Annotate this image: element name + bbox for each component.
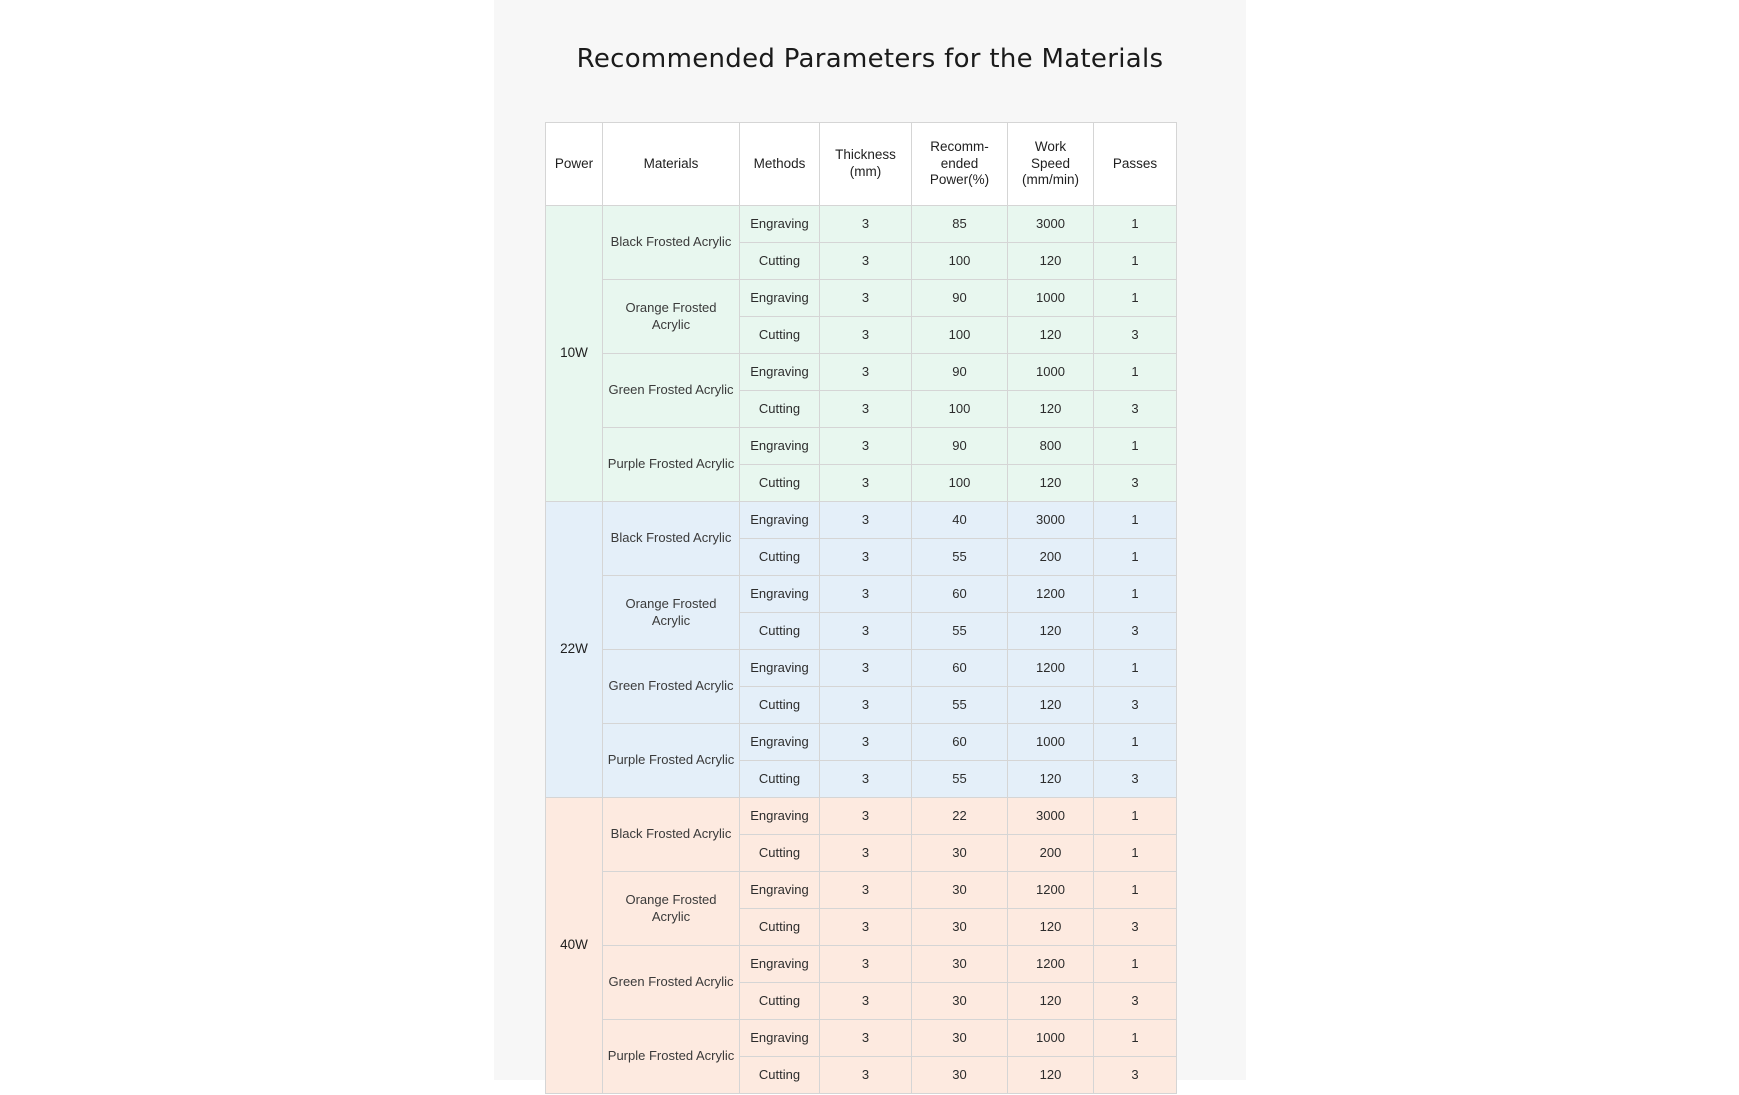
header-text-speed-line3: (mm/min) bbox=[1022, 172, 1079, 188]
header-text-recpower-line2: ended bbox=[940, 155, 979, 171]
method-cell: Cutting bbox=[740, 391, 820, 428]
work-speed-cell: 3000 bbox=[1008, 798, 1094, 835]
table-row bbox=[546, 576, 1177, 613]
method-cell: Engraving bbox=[740, 724, 820, 761]
recommended-power-cell: 90 bbox=[912, 428, 1008, 465]
column-header-recommended-power bbox=[912, 123, 1008, 206]
work-speed-cell: 800 bbox=[1008, 428, 1094, 465]
work-speed-cell: 120 bbox=[1008, 465, 1094, 502]
work-speed-cell: 1200 bbox=[1008, 946, 1094, 983]
thickness-cell: 3 bbox=[820, 539, 912, 576]
thickness-cell: 3 bbox=[820, 502, 912, 539]
passes-cell: 1 bbox=[1094, 428, 1177, 465]
table-row bbox=[546, 502, 1177, 539]
thickness-cell: 3 bbox=[820, 428, 912, 465]
header-text-thickness-line1: Thickness bbox=[835, 147, 896, 163]
work-speed-cell: 120 bbox=[1008, 687, 1094, 724]
work-speed-cell: 120 bbox=[1008, 983, 1094, 1020]
thickness-cell: 3 bbox=[820, 576, 912, 613]
parameters-table bbox=[545, 122, 1177, 1094]
passes-cell: 1 bbox=[1094, 280, 1177, 317]
material-cell: Black Frosted Acrylic bbox=[603, 206, 740, 280]
passes-cell: 3 bbox=[1094, 761, 1177, 798]
header-text-recpower-line3: Power(%) bbox=[929, 172, 990, 188]
recommended-power-cell: 60 bbox=[912, 576, 1008, 613]
work-speed-cell: 200 bbox=[1008, 835, 1094, 872]
table-header-row bbox=[546, 123, 1177, 206]
recommended-power-cell: 30 bbox=[912, 983, 1008, 1020]
passes-cell: 1 bbox=[1094, 243, 1177, 280]
table-row bbox=[546, 946, 1177, 983]
method-cell: Engraving bbox=[740, 650, 820, 687]
thickness-cell: 3 bbox=[820, 650, 912, 687]
work-speed-cell: 1000 bbox=[1008, 354, 1094, 391]
method-cell: Cutting bbox=[740, 465, 820, 502]
work-speed-cell: 120 bbox=[1008, 391, 1094, 428]
thickness-cell: 3 bbox=[820, 872, 912, 909]
passes-cell: 1 bbox=[1094, 946, 1177, 983]
power-group-cell: 22W bbox=[546, 502, 603, 798]
table-row bbox=[546, 724, 1177, 761]
page-title: Recommended Parameters for the Materials bbox=[576, 44, 1164, 74]
method-cell: Engraving bbox=[740, 1020, 820, 1057]
recommended-power-cell: 30 bbox=[912, 872, 1008, 909]
passes-cell: 3 bbox=[1094, 1057, 1177, 1094]
recommended-power-cell: 30 bbox=[912, 835, 1008, 872]
table-header bbox=[546, 123, 1177, 206]
table-row bbox=[546, 206, 1177, 243]
passes-cell: 3 bbox=[1094, 613, 1177, 650]
work-speed-cell: 120 bbox=[1008, 243, 1094, 280]
method-cell: Engraving bbox=[740, 872, 820, 909]
method-cell: Cutting bbox=[740, 983, 820, 1020]
recommended-power-cell: 30 bbox=[912, 1020, 1008, 1057]
thickness-cell: 3 bbox=[820, 1057, 912, 1094]
table-row bbox=[546, 1020, 1177, 1057]
passes-cell: 1 bbox=[1094, 724, 1177, 761]
method-cell: Cutting bbox=[740, 909, 820, 946]
method-cell: Cutting bbox=[740, 1057, 820, 1094]
thickness-cell: 3 bbox=[820, 317, 912, 354]
recommended-power-cell: 55 bbox=[912, 539, 1008, 576]
recommended-power-cell: 100 bbox=[912, 317, 1008, 354]
thickness-cell: 3 bbox=[820, 280, 912, 317]
passes-cell: 3 bbox=[1094, 983, 1177, 1020]
header-text-recpower-line1: Recomm- bbox=[930, 138, 989, 154]
method-cell: Cutting bbox=[740, 539, 820, 576]
table-row bbox=[546, 872, 1177, 909]
passes-cell: 1 bbox=[1094, 354, 1177, 391]
passes-cell: 1 bbox=[1094, 1020, 1177, 1057]
method-cell: Engraving bbox=[740, 502, 820, 539]
material-cell: Purple Frosted Acrylic bbox=[603, 428, 740, 502]
method-cell: Cutting bbox=[740, 835, 820, 872]
thickness-cell: 3 bbox=[820, 1020, 912, 1057]
material-cell: Purple Frosted Acrylic bbox=[603, 1020, 740, 1094]
recommended-power-cell: 60 bbox=[912, 724, 1008, 761]
thickness-cell: 3 bbox=[820, 354, 912, 391]
passes-cell: 3 bbox=[1094, 317, 1177, 354]
table-row bbox=[546, 428, 1177, 465]
thickness-cell: 3 bbox=[820, 983, 912, 1020]
thickness-cell: 3 bbox=[820, 687, 912, 724]
thickness-cell: 3 bbox=[820, 465, 912, 502]
passes-cell: 1 bbox=[1094, 872, 1177, 909]
header-text-power: Power bbox=[554, 155, 594, 171]
recommended-power-cell: 55 bbox=[912, 613, 1008, 650]
work-speed-cell: 1200 bbox=[1008, 576, 1094, 613]
thickness-cell: 3 bbox=[820, 391, 912, 428]
recommended-power-cell: 60 bbox=[912, 650, 1008, 687]
work-speed-cell: 120 bbox=[1008, 1057, 1094, 1094]
recommended-power-cell: 30 bbox=[912, 1057, 1008, 1094]
thickness-cell: 3 bbox=[820, 835, 912, 872]
passes-cell: 1 bbox=[1094, 576, 1177, 613]
material-cell: Green Frosted Acrylic bbox=[603, 354, 740, 428]
header-text-speed-line1: Work bbox=[1034, 138, 1067, 154]
material-cell: Green Frosted Acrylic bbox=[603, 946, 740, 1020]
column-header-passes bbox=[1094, 123, 1177, 206]
table-row bbox=[546, 354, 1177, 391]
header-text-materials: Materials bbox=[643, 155, 699, 171]
recommended-power-cell: 90 bbox=[912, 280, 1008, 317]
passes-cell: 1 bbox=[1094, 835, 1177, 872]
header-text-passes: Passes bbox=[1112, 155, 1158, 171]
table-row bbox=[546, 650, 1177, 687]
work-speed-cell: 3000 bbox=[1008, 502, 1094, 539]
passes-cell: 3 bbox=[1094, 391, 1177, 428]
recommended-power-cell: 85 bbox=[912, 206, 1008, 243]
passes-cell: 1 bbox=[1094, 502, 1177, 539]
thickness-cell: 3 bbox=[820, 909, 912, 946]
method-cell: Engraving bbox=[740, 946, 820, 983]
recommended-power-cell: 55 bbox=[912, 761, 1008, 798]
table-row bbox=[546, 280, 1177, 317]
recommended-power-cell: 100 bbox=[912, 391, 1008, 428]
material-cell: Purple Frosted Acrylic bbox=[603, 724, 740, 798]
table-body bbox=[546, 206, 1177, 1094]
method-cell: Cutting bbox=[740, 687, 820, 724]
work-speed-cell: 120 bbox=[1008, 613, 1094, 650]
work-speed-cell: 120 bbox=[1008, 761, 1094, 798]
power-group-cell: 10W bbox=[546, 206, 603, 502]
material-cell: Green Frosted Acrylic bbox=[603, 650, 740, 724]
material-cell: Orange Frosted Acrylic bbox=[603, 576, 740, 650]
thickness-cell: 3 bbox=[820, 724, 912, 761]
recommended-power-cell: 30 bbox=[912, 946, 1008, 983]
column-header-methods bbox=[740, 123, 820, 206]
thickness-cell: 3 bbox=[820, 613, 912, 650]
method-cell: Cutting bbox=[740, 613, 820, 650]
work-speed-cell: 200 bbox=[1008, 539, 1094, 576]
work-speed-cell: 1000 bbox=[1008, 280, 1094, 317]
passes-cell: 3 bbox=[1094, 465, 1177, 502]
passes-cell: 3 bbox=[1094, 909, 1177, 946]
passes-cell: 1 bbox=[1094, 650, 1177, 687]
method-cell: Cutting bbox=[740, 243, 820, 280]
method-cell: Cutting bbox=[740, 317, 820, 354]
method-cell: Engraving bbox=[740, 206, 820, 243]
work-speed-cell: 1200 bbox=[1008, 650, 1094, 687]
header-text-speed-line2: Speed bbox=[1030, 155, 1071, 171]
method-cell: Engraving bbox=[740, 428, 820, 465]
recommended-power-cell: 40 bbox=[912, 502, 1008, 539]
material-cell: Orange Frosted Acrylic bbox=[603, 280, 740, 354]
column-header-work-speed bbox=[1008, 123, 1094, 206]
column-header-power bbox=[546, 123, 603, 206]
thickness-cell: 3 bbox=[820, 761, 912, 798]
power-group-cell: 40W bbox=[546, 798, 603, 1094]
passes-cell: 1 bbox=[1094, 539, 1177, 576]
recommended-power-cell: 100 bbox=[912, 465, 1008, 502]
header-text-methods: Methods bbox=[753, 155, 806, 171]
work-speed-cell: 1000 bbox=[1008, 1020, 1094, 1057]
method-cell: Engraving bbox=[740, 280, 820, 317]
header-text-thickness-line2: (mm) bbox=[849, 164, 882, 179]
method-cell: Cutting bbox=[740, 761, 820, 798]
thickness-cell: 3 bbox=[820, 946, 912, 983]
method-cell: Engraving bbox=[740, 576, 820, 613]
work-speed-cell: 3000 bbox=[1008, 206, 1094, 243]
passes-cell: 1 bbox=[1094, 798, 1177, 835]
column-header-materials bbox=[603, 123, 740, 206]
passes-cell: 1 bbox=[1094, 206, 1177, 243]
recommended-power-cell: 90 bbox=[912, 354, 1008, 391]
material-cell: Black Frosted Acrylic bbox=[603, 502, 740, 576]
recommended-power-cell: 30 bbox=[912, 909, 1008, 946]
method-cell: Engraving bbox=[740, 354, 820, 391]
column-header-thickness bbox=[820, 123, 912, 206]
table-row bbox=[546, 798, 1177, 835]
work-speed-cell: 1000 bbox=[1008, 724, 1094, 761]
recommended-power-cell: 100 bbox=[912, 243, 1008, 280]
recommended-power-cell: 55 bbox=[912, 687, 1008, 724]
method-cell: Engraving bbox=[740, 798, 820, 835]
thickness-cell: 3 bbox=[820, 798, 912, 835]
material-cell: Orange Frosted Acrylic bbox=[603, 872, 740, 946]
thickness-cell: 3 bbox=[820, 206, 912, 243]
work-speed-cell: 1200 bbox=[1008, 872, 1094, 909]
work-speed-cell: 120 bbox=[1008, 909, 1094, 946]
passes-cell: 3 bbox=[1094, 687, 1177, 724]
work-speed-cell: 120 bbox=[1008, 317, 1094, 354]
material-cell: Black Frosted Acrylic bbox=[603, 798, 740, 872]
recommended-power-cell: 22 bbox=[912, 798, 1008, 835]
thickness-cell: 3 bbox=[820, 243, 912, 280]
